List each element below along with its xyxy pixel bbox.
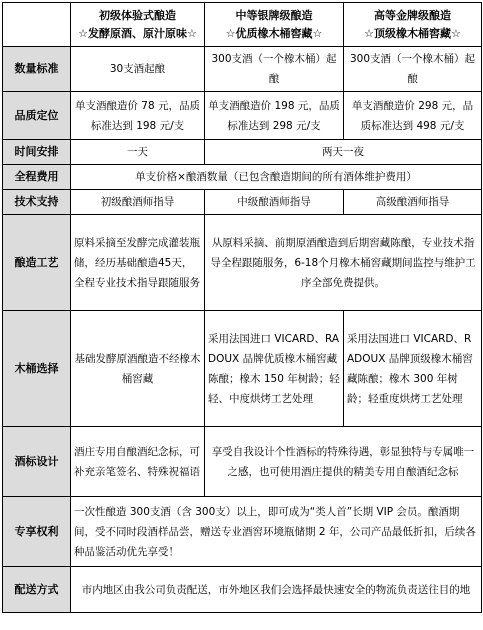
barrel-silver: 采用法国进口 VICARD、RADOUX 品牌优质橡木桶窖藏陈酿；橡木 150 年树龄；轻轻、中度烘烤工艺处理: [205, 311, 344, 427]
barrel-gold: 采用法国进口 VICARD、RADOUX 品牌顶级橡木桶窖藏陈酿；橡木 300 年树龄；轻重度烘烤工艺处理: [344, 311, 482, 427]
tech-basic: 初级酿酒师指导: [71, 190, 205, 215]
corner-cell: [3, 3, 71, 47]
process-basic: 原料采摘至发酵完成灌装瓶储，经历基础酿造45天，全程专业技术指导跟随服务: [71, 215, 205, 311]
row-quantity: [3, 47, 482, 92]
process-silver-gold: 从原料采摘、前期原酒酿造到后期窖藏陈酿，专业技术指导全程跟随服务，6-18个月橡木桶窖藏期间监控与维护工序全部免费提供。: [205, 215, 482, 311]
row-label-barrel: 木桶选择: [3, 311, 71, 427]
time-basic: 一天: [71, 140, 205, 165]
tier-silver-header: [205, 3, 344, 47]
service-tier-table: [2, 2, 482, 613]
barrel-basic: 基础发酵原酒酿造不经橡木桶窖藏: [71, 311, 205, 427]
header-row: [3, 3, 482, 47]
row-label-quantity: 数量标准: [3, 47, 71, 92]
pricing-basic: 单支酒酿造价 78 元，品质标准达到 198 元/支: [71, 92, 205, 140]
row-label-label-design: 酒标设计: [3, 427, 71, 497]
row-pricing: [3, 92, 482, 140]
row-label-delivery: 配送方式: [3, 567, 71, 613]
row-tech: [3, 190, 482, 215]
quantity-basic: 30支酒起酿: [71, 47, 205, 92]
pricing-silver: 单支酒酿造价 198 元，品质标准达到 298 元/支: [205, 92, 344, 140]
row-label-pricing: 品质定位: [3, 92, 71, 140]
row-cost: [3, 165, 482, 190]
tier-basic-subtitle: ☆发酵原酒、原汁原味☆: [78, 26, 197, 40]
tier-gold-header: [344, 3, 482, 47]
cost-all-tiers: 单支价格×酿酒数量（已包含酿造期间的所有酒体维护费用）: [71, 165, 482, 190]
row-label-design: [3, 427, 482, 497]
row-label-rights: 专享权利: [3, 497, 71, 567]
label-design-basic: 酒庄专用自酿酒纪念标，可补充亲笔签名、特殊祝福语: [71, 427, 205, 497]
time-silver-gold: 两天一夜: [205, 140, 482, 165]
row-label-process: 酿造工艺: [3, 215, 71, 311]
row-time: [3, 140, 482, 165]
row-rights: [3, 497, 482, 567]
row-barrel: [3, 311, 482, 427]
row-label-time: 时间安排: [3, 140, 71, 165]
row-delivery: [3, 567, 482, 613]
delivery-all-tiers: 市内地区由我公司负责配送，市外地区我们会选择最快速安全的物流负责送往目的地: [71, 567, 482, 613]
quantity-silver: 300支酒（一个橡木桶）起酿: [205, 47, 344, 92]
rights-all-tiers: 一次性酿造 300支酒（含 300支）以上，即可成为“类人首”长期 VIP 会员。酿酒期间，受不同时段酒样品尝，赠送专业酒窖环境瓶储期 2 年，公司产品最低折扣，后续各种品鉴活动优先享受！: [71, 497, 482, 567]
tech-silver: 中级酿酒师指导: [205, 190, 344, 215]
tech-gold: 高级酿酒师指导: [344, 190, 482, 215]
tier-silver-subtitle: ☆优质橡木桶窖藏☆: [225, 26, 323, 40]
label-design-silver-gold: 享受自我设计个性酒标的特殊待遇，彰显独特与专属唯一之感，也可使用酒庄提供的精美专用自酿酒纪念标: [205, 427, 482, 497]
tier-gold-subtitle: ☆顶级橡木桶窖藏☆: [364, 26, 461, 40]
pricing-gold: 单支酒酿造价 298 元，品质标准达到 498 元/支: [344, 92, 482, 140]
row-label-cost: 全程费用: [3, 165, 71, 190]
tier-basic-title: 初级体验式酿造: [99, 8, 176, 22]
tier-gold-title: 高等金牌级酿造: [374, 8, 451, 22]
tier-basic-header: [71, 3, 205, 47]
quantity-gold: 300支酒（一个橡木桶）起酿: [344, 47, 482, 92]
row-label-tech: 技术支持: [3, 190, 71, 215]
tier-silver-title: 中等银牌级酿造: [235, 8, 313, 22]
row-process: [3, 215, 482, 311]
